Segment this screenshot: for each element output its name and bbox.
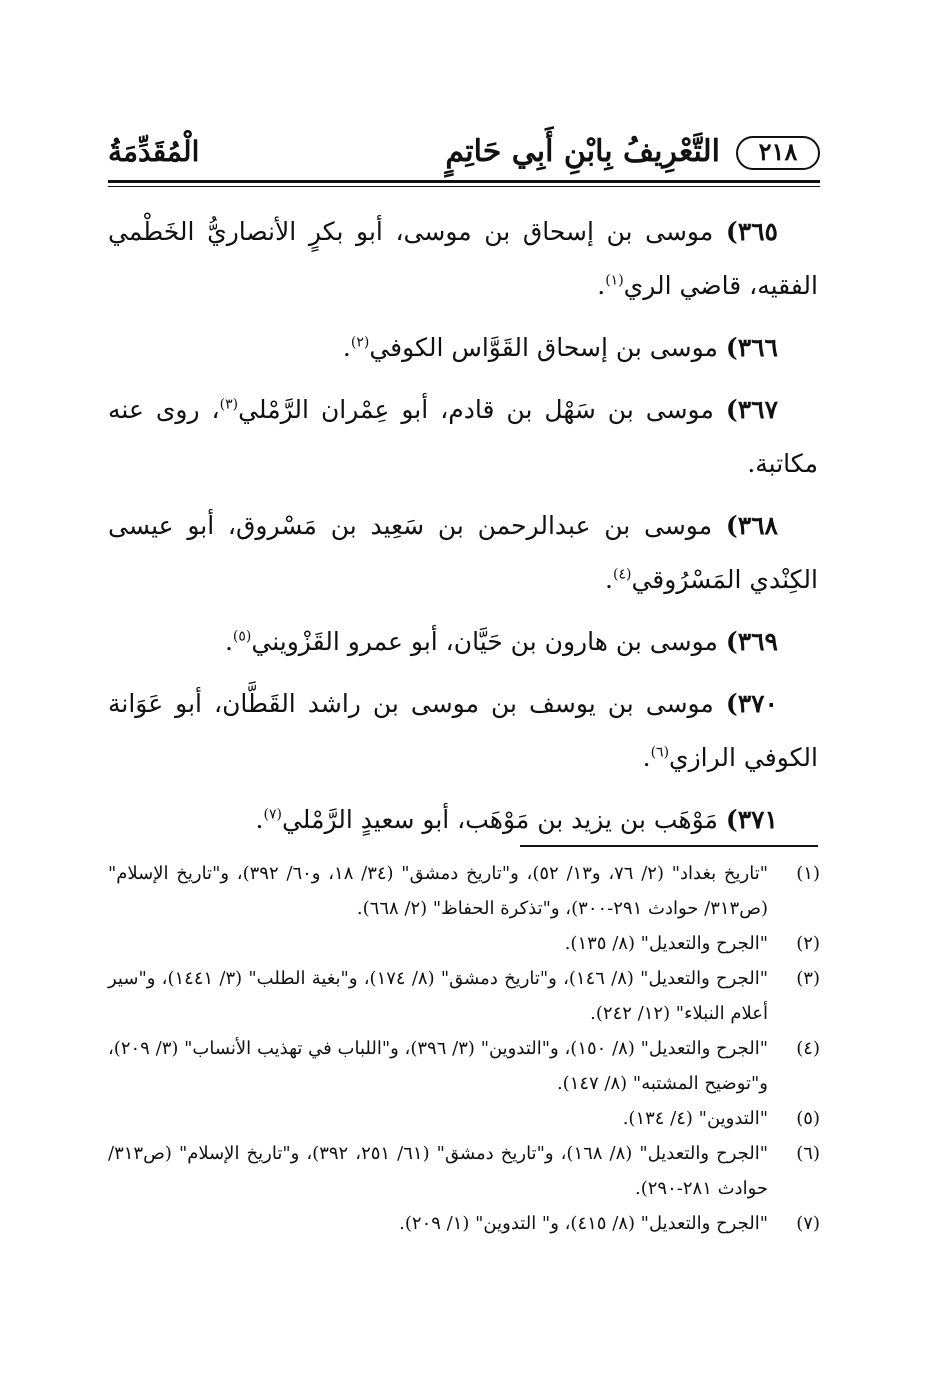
- footnote-text: "تاريخ بغداد" (٢/ ٧٦، و١٣/ ٥٢)، و"تاريخ دمشق" (٣٤/ ١٨، و٦٠/ ٣٩٢)، و"تاريخ الإسلام" (ص٣١٣/ حوادث ٢٩١-٣٠٠)، و"تذكرة الحفاظ" (٢/ ٦٦٨).: [108, 863, 768, 919]
- entry-number: ٣٦٧): [725, 395, 779, 424]
- footnote-text: "الجرح والتعديل" (٨/ ١٦٨)، و"تاريخ دمشق" (٦١/ ٢٥١، ٣٩٢)، و"تاريخ الإسلام" (ص٣١٣/ حوادث ٢٨١-٢٩٠).: [108, 1143, 769, 1199]
- footnote-number: (٦): [796, 1143, 820, 1164]
- footnote-text: "التدوين" (٤/ ١٣٤).: [622, 1108, 768, 1129]
- entry-text: موسى بن سَهْل بن قادم، أبو عِمْران الرَّمْلي: [238, 395, 714, 424]
- footnote-separator: [520, 845, 818, 847]
- footnote: [108, 1031, 820, 1101]
- footnote-ref: (٢): [350, 334, 370, 351]
- entry-end: .: [224, 627, 233, 656]
- entry-number: ٣٧١): [725, 805, 778, 834]
- footnote-text: "الجرح والتعديل" (٨/ ٤١٥)، و" التدوين" (١/ ٢٠٩).: [399, 1213, 768, 1234]
- entry: [108, 321, 818, 375]
- entry-end: .: [597, 271, 606, 300]
- entry-number: ٣٧٠): [725, 689, 778, 718]
- entry-number: ٣٦٥): [725, 217, 778, 246]
- entry-text: موسى بن يوسف بن موسى بن راشد القَطَّان، أبو عَوَانة الكوفي الرازي: [108, 689, 818, 772]
- footnote-ref: (٦): [650, 744, 670, 761]
- footnote: [108, 926, 820, 961]
- footnote-ref: (٧): [263, 806, 282, 823]
- footnote: [108, 961, 820, 1031]
- entry-text: مَوْهَب بن يزيد بن مَوْهَب، أبو سعيدٍ الرَّمْلي: [281, 805, 718, 834]
- entry-end: .: [605, 565, 613, 594]
- page-number: ٢١٨: [736, 136, 820, 170]
- header-rule-thick: [108, 180, 820, 183]
- footnote-ref: (١): [605, 272, 624, 289]
- footnote-number: (٤): [796, 1038, 820, 1059]
- page-header: [108, 130, 820, 180]
- footnote-number: (١): [796, 863, 820, 884]
- footnote-number: (٣): [796, 968, 820, 989]
- entry: [108, 499, 818, 607]
- footnote-number: (٢): [796, 933, 820, 954]
- entry: [108, 383, 818, 491]
- footnote: [108, 1136, 820, 1206]
- footnote-text: "الجرح والتعديل" (٨/ ١٥٠)، و"التدوين" (٣/ ٣٩٦)، و"اللباب في تهذيب الأنساب" (٣/ ٢٠٩)، و"توضيح المشتبه" (٨/ ١٤٧).: [108, 1038, 768, 1094]
- entries-list: [108, 205, 818, 855]
- entry-end: .: [342, 333, 351, 362]
- footnote-number: (٧): [796, 1213, 820, 1234]
- entry-number: ٣٦٩): [725, 627, 778, 656]
- footnote-text: "الجرح والتعديل" (٨/ ١٤٦)، و"تاريخ دمشق" (٨/ ١٧٤)، و"بغية الطلب" (٣/ ١٤٤١)، و"سير أعلام النبلاء" (١٢/ ٢٤٢).: [108, 968, 768, 1024]
- entry-text: موسى بن عبدالرحمن بن سَعِيد بن مَسْروق، أبو عيسى الكِنْدي المَسْرُوقي: [108, 511, 818, 594]
- footnote-ref: (٣): [219, 396, 239, 413]
- footnotes-list: [108, 856, 820, 1241]
- header-rule-thin: [108, 186, 820, 187]
- entry-text: موسى بن إسحاق بن موسى، أبو بكرٍ الأنصاريُّ الخَطْمي الفقيه، قاضي الري: [108, 217, 818, 300]
- entry-end: ، روى عنه مكاتبة.: [108, 395, 818, 478]
- footnote: [108, 1101, 820, 1136]
- entry-text: موسى بن هارون بن حَيَّان، أبو عمرو القَزْويني: [251, 627, 718, 656]
- footnote-number: (٥): [796, 1108, 820, 1129]
- section-title: الْمُقَدِّمَةُ: [108, 135, 200, 168]
- footnote-ref: (٤): [613, 566, 632, 583]
- entry: [108, 615, 818, 669]
- entry-text: موسى بن إسحاق القَوَّاس الكوفي: [369, 333, 718, 362]
- entry-end: .: [255, 805, 264, 834]
- book-title: التَّعْرِيفُ بِابْنِ أَبِي حَاتِمٍ: [445, 134, 720, 169]
- footnote-ref: (٥): [232, 628, 252, 645]
- entry-number: ٣٦٨): [725, 511, 778, 540]
- entry: [108, 677, 818, 785]
- footnote: [108, 856, 820, 926]
- footnote-text: "الجرح والتعديل" (٨/ ١٣٥).: [564, 933, 768, 954]
- footnote: [108, 1206, 820, 1241]
- entry-number: ٣٦٦): [725, 333, 778, 362]
- entry-end: .: [642, 743, 651, 772]
- entry: [108, 793, 818, 847]
- entry: [108, 205, 818, 313]
